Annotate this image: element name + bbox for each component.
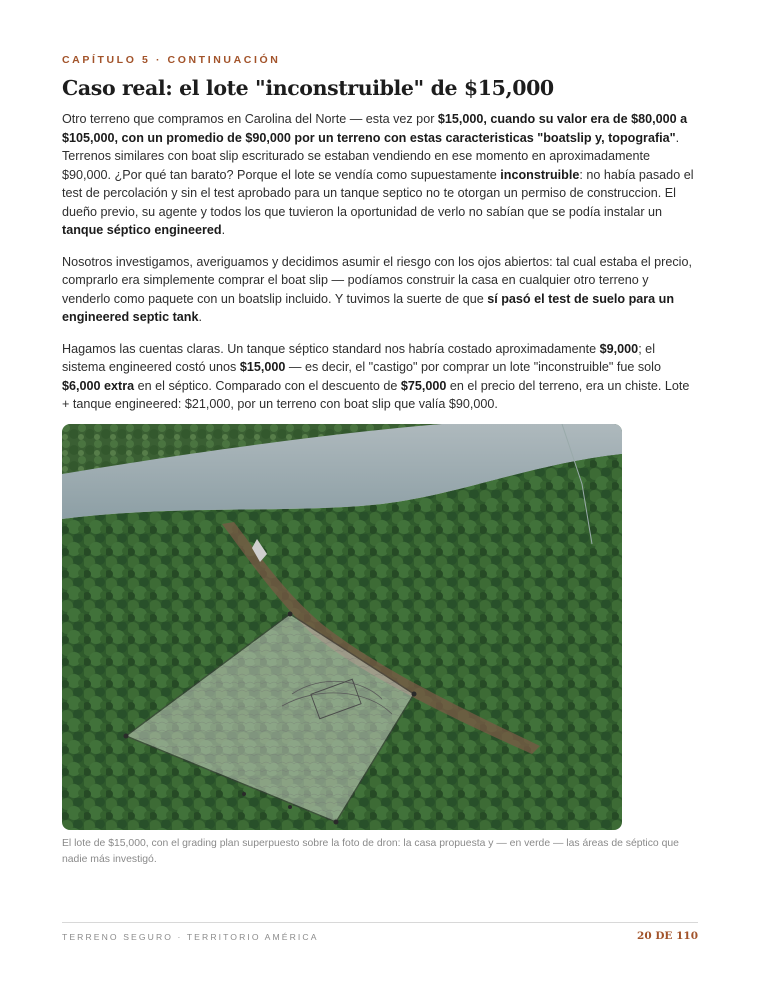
emphasis-text: sí pasó el test de suelo para un engineered septic tank xyxy=(62,291,675,324)
body-text-run: ; el sistema engineered costó unos xyxy=(62,341,655,374)
paragraph xyxy=(62,340,698,414)
body-text-run: . xyxy=(198,310,202,324)
emphasis-text: $6,000 extra xyxy=(62,378,135,393)
footer-book-title: TERRENO SEGURO · TERRITORIO AMÉRICA xyxy=(62,932,319,942)
figure-caption: El lote de $15,000, con el grading plan superpuesto sobre la foto de dron: la casa propuesta y — en verde — las áreas de séptico que nadie más investigó. xyxy=(62,838,679,865)
emphasis-text: tanque séptico engineered xyxy=(62,223,222,237)
body-text-run: — es decir, el "castigo" por comprar un lote "inconstruible" fue solo xyxy=(285,360,661,374)
paragraph xyxy=(62,110,698,240)
emphasis-text: $75,000 xyxy=(400,378,447,393)
body-text-run: en el precio del terreno, era un chiste. Lote + tanque engineered: $21,000, por un terreno con boat slip que valía $90,000. xyxy=(62,378,690,411)
drone-photo xyxy=(62,424,622,830)
body-text xyxy=(62,110,698,427)
page-title: Caso real: el lote "inconstruible" de $15,000 xyxy=(62,76,554,100)
body-text-run: . xyxy=(221,223,226,237)
body-text-run: en el séptico. Comparado con el descuento de xyxy=(134,378,401,393)
page-number: 20 DE 110 xyxy=(637,930,698,942)
body-text-run: : no había pasado el test de percolación y sin el test aprobado para un tanque septico no te otorgan un permiso de construccion. El dueño previo, su agente y todos los que tuvieron la oportunidad de verlo no sabían que se podía instalar un xyxy=(62,167,694,219)
body-text-run: . Terrenos similares con boat slip escriturado se estaban vendiendo en ese momento en aproximadamente $90,000. ¿Por qué tan barato? Porque el lote se vendía como supuestamente xyxy=(62,130,680,182)
paragraph xyxy=(62,253,698,327)
emphasis-text: $9,000 xyxy=(599,341,639,356)
emphasis-text: $15,000, cuando su valor era de $80,000 a $105,000, con un promedio de $90,000 por un terreno con estas caracteristicas "boatslip y, topografia" xyxy=(62,112,688,145)
body-text-run: Hagamos las cuentas claras. Un tanque séptico standard nos habría costado aproximadamente xyxy=(62,341,600,356)
body-text-run: Otro terreno que compramos en Carolina del Norte — esta vez por xyxy=(62,112,438,126)
emphasis-text: inconstruible xyxy=(500,167,580,182)
emphasis-text: $15,000 xyxy=(239,360,286,374)
document-page xyxy=(62,0,698,984)
body-text-run: Nosotros investigamos, averiguamos y decidimos asumir el riesgo con los ojos abiertos: tal cual estaba el precio, comprarlo era simplemente comprar el boat slip — podíamos construir la casa en cualquier otro terreno y venderlo como paquete con un boatslip incluido. Y tuvimos la suerte de que xyxy=(62,254,692,306)
chapter-label: CAPÍTULO 5 · CONTINUACIÓN xyxy=(62,54,281,66)
footer-divider xyxy=(62,922,698,923)
